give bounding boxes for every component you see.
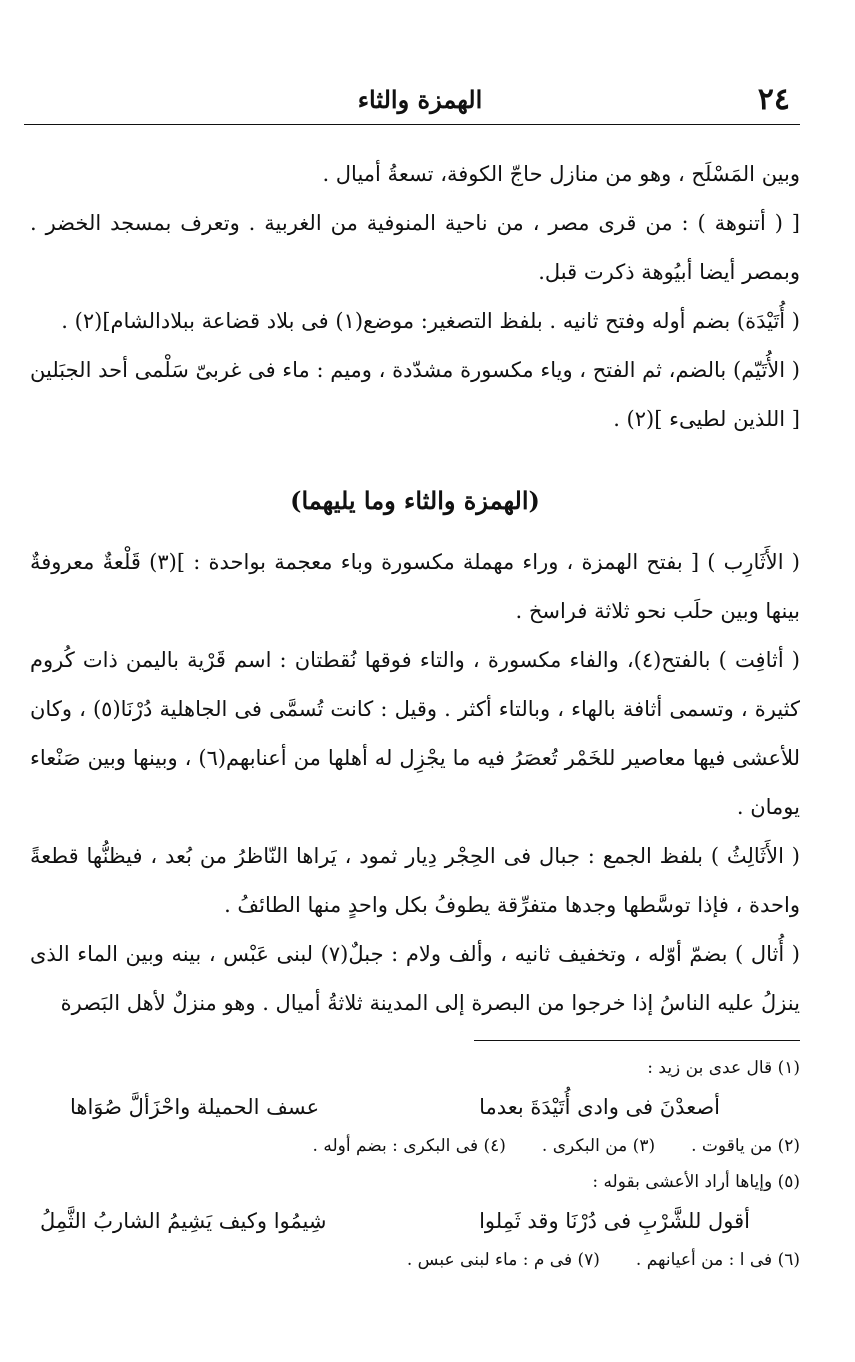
- verse-2: [30, 1200, 800, 1242]
- paragraph: ( الأَثَالِثُ ) بلفظ الجمع : جبال فى الحِجْر دِيار ثمود ، يَراها النّاظرُ من بُعد ، فيظنُّها قطعةً واحدة ، فإذا توسَّطها وجدها متفرِّقة يطوفُ بكل واحدٍ منها الطائفُ .: [30, 844, 800, 917]
- running-title: الهمزة والثاء: [357, 85, 483, 114]
- verse-2-second-hemistich: شِيمُوا وكيف يَشِيمُ الشاربُ الثَّمِلُ: [40, 1209, 327, 1233]
- paragraph: ( أثافِت ) بالفتح(٤)، والفاء مكسورة ، والتاء فوقها نُقطتان : اسم قَرْية باليمن ذات كُروم كثيرة ، وتسمى أثافة بالهاء ، وبالتاء أكثر . وقيل : كانت تُسمَّى فى الجاهلية دُرْنَا(٥) ، وكان للأعشى فيها معاصير للخَمْر تُعصَرُ فيه ما يجْزِل له أهلها من أعنابهم(٦) ، وبينها وبين صَنْعاء يومان .: [30, 648, 801, 819]
- footnote-7: (٧) فى م : ماء لبنى عبس .: [406, 1250, 600, 1270]
- footnote-1: (١) قال عدى بن زيد :: [647, 1058, 800, 1078]
- verse-2-first-hemistich: أقول للشَّرْبِ فى دُرْنَا وقد ثَمِلوا: [479, 1209, 750, 1233]
- verse-1-second-hemistich: عسف الحميلة واحْزَألَّ صُوَاها: [70, 1095, 320, 1119]
- paragraph: ( الأُتَيّم) بالضم، ثم الفتح ، وياء مكسورة مشدّدة ، وميم : ماء فى غربىّ سَلْمى أحد الجبَلين [ اللذين لطيىء ](٢) .: [30, 358, 800, 431]
- paragraph: ( الأَثَارِب ) [ بفتح الهمزة ، وراء مهملة مكسورة وباء معجمة بواحدة : ](٣) قَلْعةٌ معروفةٌ بينها وبين حلَب نحو ثلاثة فراسخ .: [30, 550, 800, 623]
- footnotes-row-6-7: [30, 1242, 800, 1278]
- footnote-4: (٤) فى البكرى : بضم أوله .: [312, 1136, 506, 1156]
- footnote-3: (٣) من البكرى .: [541, 1136, 656, 1156]
- footnote-rule: [474, 1040, 800, 1041]
- footnotes: [30, 1050, 800, 1278]
- paragraph: [ ( أتنوهة ) : من قرى مصر ، من ناحية المنوفية من الغربية . وتعرف بمسجد الخضر . وبمصر أيضا أبيُوهة ذكرت قبل.: [30, 211, 800, 284]
- page-header: [40, 80, 800, 120]
- main-text: [30, 150, 800, 1028]
- verse-1: [30, 1086, 800, 1128]
- paragraph: ( أُثال ) بضمّ أوّله ، وتخفيف ثانيه ، وألف ولام : جبلٌ(٧) لبنى عَبْس ، بينه وبين الماء الذى ينزلُ عليه الناسُ إذا خرجوا من البصرة إلى المدينة ثلاثةُ أميال . وهو منزلٌ لأهل البَصرة: [30, 942, 800, 1015]
- paragraph: وبين المَسْلَح ، وهو من منازل حاجّ الكوفة، تسعةُ أميال .: [322, 162, 800, 186]
- verse-1-first-hemistich: أصعدْنَ فى وادى أُتَيْدَةَ بعدما: [479, 1095, 720, 1119]
- page-number: ٢٤: [757, 82, 790, 117]
- section-heading: (الهمزة والثاء وما يليهما): [290, 486, 540, 515]
- footnote-2: (٢) من ياقوت .: [691, 1136, 800, 1156]
- paragraph: ( أُتَيْدَة) بضم أوله وفتح ثانيه . بلفظ التصغير: موضع(١) فى بلاد قضاعة ببلادالشام](٢) .: [61, 309, 800, 333]
- footnote-5: (٥) وإياها أراد الأعشى بقوله :: [592, 1172, 800, 1192]
- header-rule: [24, 124, 800, 125]
- footnotes-row-2-4: [30, 1128, 800, 1164]
- footnote-6: (٦) فى ا : من أعيانهم .: [635, 1250, 800, 1270]
